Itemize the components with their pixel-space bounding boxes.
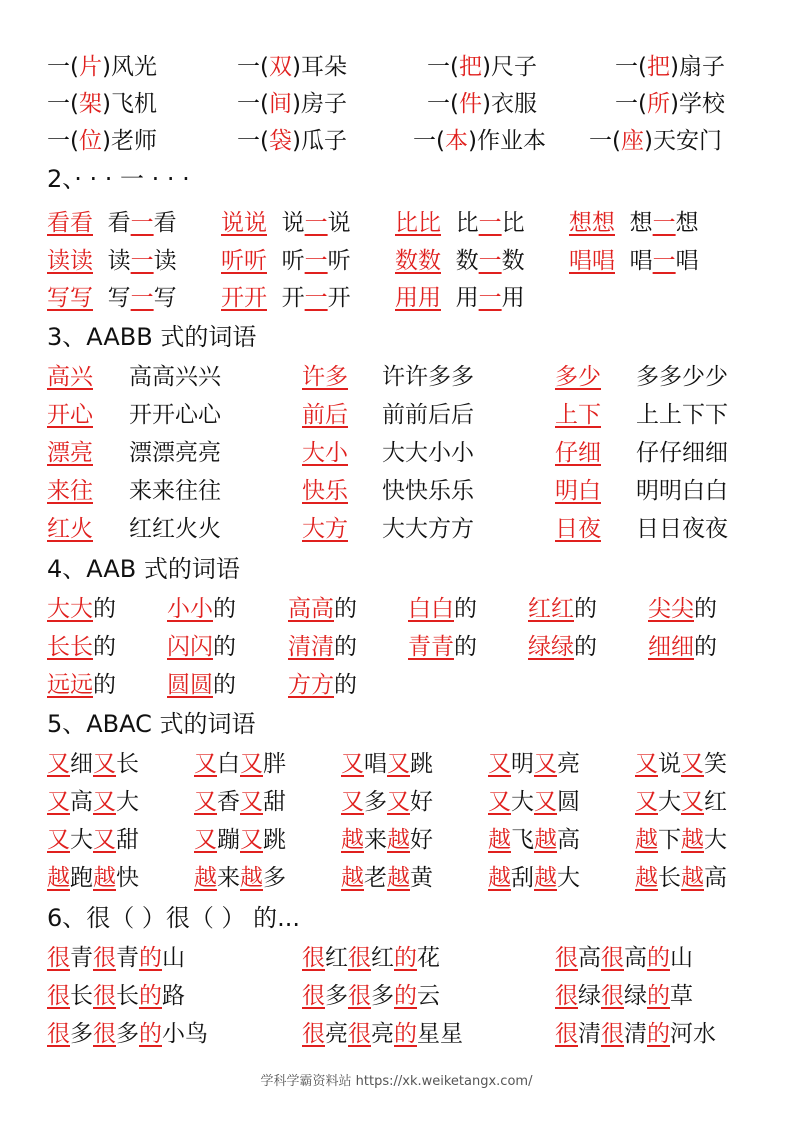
aabb-base-word: 多少 xyxy=(555,364,601,390)
aabb-base-word: 来往 xyxy=(47,478,93,504)
aab-word: 长长的 xyxy=(47,634,116,660)
hen-phrase: 很高很高的山 xyxy=(555,945,693,971)
abac-word: 越下越大 xyxy=(635,827,727,853)
reduplicated-word-item: 想想 想一想 xyxy=(569,210,699,236)
reduplicated-word-item: 比比 比一比 xyxy=(395,210,525,236)
section3-row xyxy=(0,514,793,544)
aabb-base-word: 快乐 xyxy=(302,478,348,504)
measure-word-item: 一(片)风光 xyxy=(47,54,157,80)
aabb-base-word: 大方 xyxy=(302,516,348,542)
abac-word: 又明又亮 xyxy=(488,751,580,777)
abac-word: 又大又红 xyxy=(635,789,727,815)
aabb-base-word: 上下 xyxy=(555,402,601,428)
section-3-heading: 3、AABB 式的词语 xyxy=(47,323,257,351)
measure-word-item: 一(把)扇子 xyxy=(615,54,725,80)
section-6-heading: 6、很（ ）很（ ） 的... xyxy=(47,904,301,932)
aab-word: 高高的 xyxy=(288,596,357,622)
reduplicated-word-item: 唱唱 唱一唱 xyxy=(569,248,699,274)
aab-word: 白白的 xyxy=(408,596,477,622)
measure-word-item: 一(间)房子 xyxy=(237,91,347,117)
aab-word: 细细的 xyxy=(648,634,717,660)
abac-word: 越刮越大 xyxy=(488,865,580,891)
abac-word: 越老越黄 xyxy=(341,865,433,891)
abac-word: 又唱又跳 xyxy=(341,751,433,777)
section5-row xyxy=(0,825,793,855)
reduplicated-word-item: 读读 读一读 xyxy=(47,248,177,274)
section6-row xyxy=(0,1019,793,1049)
aab-word: 大大的 xyxy=(47,596,116,622)
section3-row xyxy=(0,362,793,392)
abac-word: 又多又好 xyxy=(341,789,433,815)
aab-word: 红红的 xyxy=(528,596,597,622)
hen-phrase: 很亮很亮的星星 xyxy=(302,1021,463,1047)
aab-word: 方方的 xyxy=(288,672,357,698)
measure-word-item: 一(袋)瓜子 xyxy=(237,128,347,154)
hen-phrase: 很清很清的河水 xyxy=(555,1021,716,1047)
abac-word: 又白又胖 xyxy=(194,751,286,777)
hen-phrase: 很红很红的花 xyxy=(302,945,440,971)
aabb-word: 漂漂亮亮 xyxy=(129,440,221,466)
reduplicated-word-item: 看看 看一看 xyxy=(47,210,177,236)
abac-word: 越长越高 xyxy=(635,865,727,891)
aabb-word: 明明白白 xyxy=(636,478,728,504)
aabb-base-word: 许多 xyxy=(302,364,348,390)
section3-row xyxy=(0,476,793,506)
aabb-word: 日日夜夜 xyxy=(636,516,728,542)
aabb-word: 高高兴兴 xyxy=(129,364,221,390)
reduplicated-word-item: 数数 数一数 xyxy=(395,248,525,274)
measure-word-item: 一(把)尺子 xyxy=(427,54,537,80)
aabb-word: 许许多多 xyxy=(382,364,474,390)
reduplicated-word-item: 写写 写一写 xyxy=(47,285,177,311)
aabb-base-word: 明白 xyxy=(555,478,601,504)
aabb-word: 来来往往 xyxy=(129,478,221,504)
section1-row xyxy=(0,52,793,82)
aab-word: 闪闪的 xyxy=(167,634,236,660)
abac-word: 又细又长 xyxy=(47,751,139,777)
aabb-word: 仔仔细细 xyxy=(636,440,728,466)
reduplicated-word-item: 开开 开一开 xyxy=(221,285,351,311)
aabb-word: 开开心心 xyxy=(129,402,221,428)
hen-phrase: 很多很多的云 xyxy=(302,983,440,1009)
reduplicated-word-item: 用用 用一用 xyxy=(395,285,525,311)
section4-row xyxy=(0,670,793,700)
abac-word: 又蹦又跳 xyxy=(194,827,286,853)
section2-row xyxy=(0,208,793,238)
aab-word: 绿绿的 xyxy=(528,634,597,660)
measure-word-item: 一(双)耳朵 xyxy=(237,54,347,80)
aabb-base-word: 开心 xyxy=(47,402,93,428)
section5-row xyxy=(0,787,793,817)
aabb-word: 大大小小 xyxy=(382,440,474,466)
abac-word: 越飞越高 xyxy=(488,827,580,853)
abac-word: 又大又甜 xyxy=(47,827,139,853)
hen-phrase: 很长很长的路 xyxy=(47,983,185,1009)
aabb-base-word: 高兴 xyxy=(47,364,93,390)
section1-row xyxy=(0,126,793,156)
aabb-word: 前前后后 xyxy=(382,402,474,428)
aab-word: 远远的 xyxy=(47,672,116,698)
section5-row xyxy=(0,749,793,779)
measure-word-item: 一(所)学校 xyxy=(615,91,725,117)
section-5-heading: 5、ABAC 式的词语 xyxy=(47,710,256,738)
aabb-word: 红红火火 xyxy=(129,516,221,542)
aabb-base-word: 前后 xyxy=(302,402,348,428)
reduplicated-word-item: 听听 听一听 xyxy=(221,248,351,274)
measure-word-item: 一(件)衣服 xyxy=(427,91,537,117)
measure-word-item: 一(本)作业本 xyxy=(413,128,546,154)
aabb-word: 快快乐乐 xyxy=(382,478,474,504)
footer-watermark: 学科学霸资料站 https://xk.weiketangx.com/ xyxy=(260,1074,533,1089)
abac-word: 又大又圆 xyxy=(488,789,580,815)
measure-word-item: 一(座)天安门 xyxy=(589,128,722,154)
aabb-word: 大大方方 xyxy=(382,516,474,542)
section2-row xyxy=(0,246,793,276)
measure-word-item: 一(架)飞机 xyxy=(47,91,157,117)
section2-row xyxy=(0,283,793,313)
measure-word-item: 一(位)老师 xyxy=(47,128,157,154)
aab-word: 尖尖的 xyxy=(648,596,717,622)
aabb-base-word: 漂亮 xyxy=(47,440,93,466)
aab-word: 青青的 xyxy=(408,634,477,660)
aabb-word: 上上下下 xyxy=(636,402,728,428)
hen-phrase: 很青很青的山 xyxy=(47,945,185,971)
aabb-base-word: 大小 xyxy=(302,440,348,466)
section5-row xyxy=(0,863,793,893)
section3-row xyxy=(0,400,793,430)
abac-word: 又说又笑 xyxy=(635,751,727,777)
abac-word: 越来越好 xyxy=(341,827,433,853)
hen-phrase: 很绿很绿的草 xyxy=(555,983,693,1009)
aab-word: 小小的 xyxy=(167,596,236,622)
hen-phrase: 很多很多的小鸟 xyxy=(47,1021,208,1047)
abac-word: 越跑越快 xyxy=(47,865,139,891)
aabb-base-word: 红火 xyxy=(47,516,93,542)
abac-word: 又高又大 xyxy=(47,789,139,815)
aab-word: 清清的 xyxy=(288,634,357,660)
aab-word: 圆圆的 xyxy=(167,672,236,698)
section-2-heading: 2、· · · 一 · · · xyxy=(47,165,190,193)
reduplicated-word-item: 说说 说一说 xyxy=(221,210,351,236)
aabb-word: 多多少少 xyxy=(636,364,728,390)
section6-row xyxy=(0,943,793,973)
section4-row xyxy=(0,632,793,662)
section3-row xyxy=(0,438,793,468)
section4-row xyxy=(0,594,793,624)
abac-word: 越来越多 xyxy=(194,865,286,891)
abac-word: 又香又甜 xyxy=(194,789,286,815)
aabb-base-word: 日夜 xyxy=(555,516,601,542)
aabb-base-word: 仔细 xyxy=(555,440,601,466)
section-4-heading: 4、AAB 式的词语 xyxy=(47,555,240,583)
section1-row xyxy=(0,89,793,119)
section6-row xyxy=(0,981,793,1011)
